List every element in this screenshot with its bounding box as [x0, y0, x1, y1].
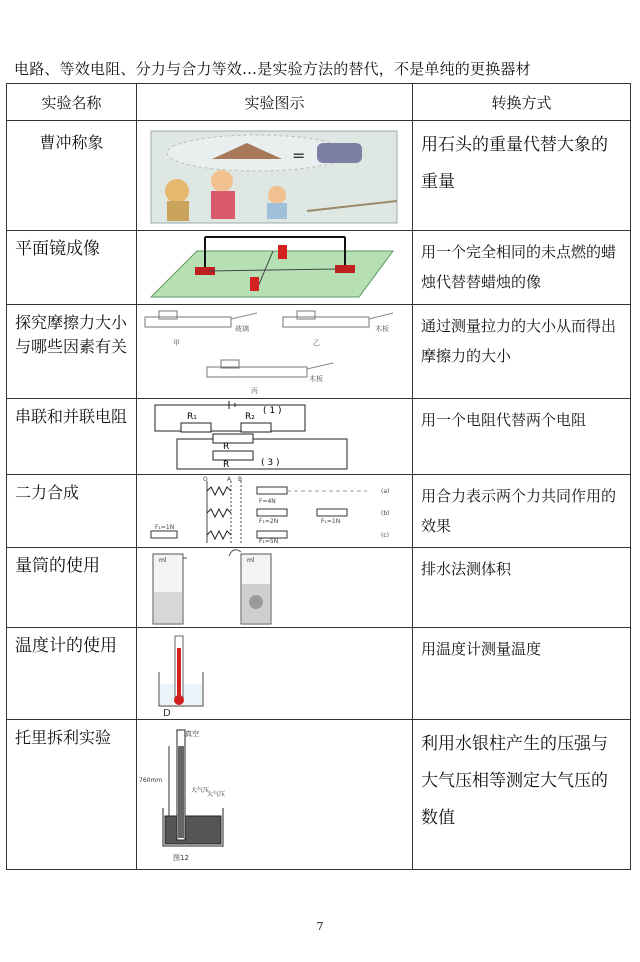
svg-text:大气压: 大气压 — [191, 787, 210, 794]
conversion-method: 用合力表示两个力共同作用的效果 — [413, 475, 631, 548]
intro-text: 电路、等效电阻、分力与合力等效…是实验方法的替代，不是单纯的更换器材 — [14, 60, 531, 78]
svg-text:F₁=5N: F₁=5N — [259, 538, 279, 545]
conversion-method: 排水法测体积 — [413, 548, 631, 628]
experiment-name: 量筒的使用 — [7, 548, 137, 628]
torricelli-tube — [137, 720, 413, 868]
experiment-figure — [137, 720, 413, 870]
svg-text:R: R — [223, 460, 230, 470]
experiment-figure — [137, 548, 413, 628]
svg-text:R: R — [223, 442, 230, 452]
plane-mirror-candles — [137, 231, 413, 303]
svg-text:丙: 丙 — [251, 387, 258, 395]
thermometer-in-beaker — [137, 628, 413, 718]
experiment-figure — [137, 628, 413, 720]
svg-text:(c): (c) — [381, 532, 389, 539]
table-row — [7, 305, 631, 399]
svg-text:甲: 甲 — [173, 339, 180, 347]
conversion-method: 用石头的重量代替大象的重量 — [413, 121, 631, 231]
page-number: 7 — [316, 920, 324, 933]
svg-text:真空: 真空 — [185, 730, 199, 738]
svg-text:( 1 ): ( 1 ) — [263, 406, 282, 416]
experiment-name: 探究摩擦力大小与哪些因素有关 — [7, 305, 137, 399]
svg-text:( 3 ): ( 3 ) — [261, 458, 280, 468]
experiment-name: 平面镜成像 — [7, 231, 137, 305]
conversion-method: 用温度计测量温度 — [413, 628, 631, 720]
svg-text:A: A — [227, 476, 232, 483]
conversion-method: 利用水银柱产生的压强与大气压相等测定大气压的数值 — [413, 720, 631, 870]
measuring-cylinders — [137, 548, 413, 626]
experiment-name: 串联和并联电阻 — [7, 399, 137, 475]
experiment-table — [6, 83, 631, 870]
svg-text:乙: 乙 — [313, 339, 320, 347]
experiment-figure — [137, 399, 413, 475]
experiment-figure — [137, 121, 413, 231]
experiment-name: 二力合成 — [7, 475, 137, 548]
svg-text:B: B — [238, 476, 243, 483]
table-row — [7, 548, 631, 628]
experiment-figure — [137, 475, 413, 548]
friction-setups — [137, 305, 413, 397]
svg-text:ml: ml — [159, 557, 167, 564]
elephant-weighing-illustration — [137, 121, 413, 229]
svg-text:(a): (a) — [381, 488, 390, 495]
conversion-method: 用一个完全相同的未点燃的蜡烛代替替蜡烛的像 — [413, 231, 631, 305]
svg-text:(b): (b) — [381, 510, 390, 517]
experiment-name: 温度计的使用 — [7, 628, 137, 720]
svg-text:ml: ml — [247, 557, 255, 564]
svg-text:O: O — [203, 476, 208, 483]
experiment-figure — [137, 305, 413, 399]
header-figure: 实验图示 — [137, 84, 413, 121]
experiment-figure — [137, 231, 413, 305]
table-row — [7, 628, 631, 720]
svg-text:760mm: 760mm — [139, 777, 163, 784]
svg-text:F=4N: F=4N — [259, 498, 276, 505]
svg-text:F₁=1N: F₁=1N — [155, 524, 175, 531]
conversion-method: 用一个电阻代替两个电阻 — [413, 399, 631, 475]
svg-text:玻璃: 玻璃 — [235, 325, 249, 333]
svg-text:木板: 木板 — [375, 325, 389, 333]
svg-text:=: = — [292, 146, 306, 165]
experiment-name: 曹冲称象 — [7, 121, 137, 231]
svg-text:R₂: R₂ — [245, 412, 255, 422]
header-method: 转换方式 — [413, 84, 631, 121]
svg-text:D: D — [163, 708, 171, 718]
table-row — [7, 720, 631, 870]
table-row — [7, 475, 631, 548]
svg-text:F₁=1N: F₁=1N — [321, 518, 341, 525]
svg-text:F₁=2N: F₁=2N — [259, 518, 279, 525]
svg-text:R₁: R₁ — [187, 412, 197, 422]
table-header-row — [7, 84, 631, 121]
resistor-circuits — [137, 399, 413, 473]
svg-text:图12: 图12 — [173, 854, 189, 862]
conversion-method: 通过测量拉力的大小从而得出摩擦力的大小 — [413, 305, 631, 399]
svg-text:木板: 木板 — [309, 375, 323, 383]
table-row — [7, 121, 631, 231]
experiment-name: 托里拆利实验 — [7, 720, 137, 870]
table-row — [7, 399, 631, 475]
table-row — [7, 231, 631, 305]
svg-text:大气压: 大气压 — [207, 791, 226, 798]
spring-force-composition — [137, 475, 413, 545]
header-name: 实验名称 — [7, 84, 137, 121]
